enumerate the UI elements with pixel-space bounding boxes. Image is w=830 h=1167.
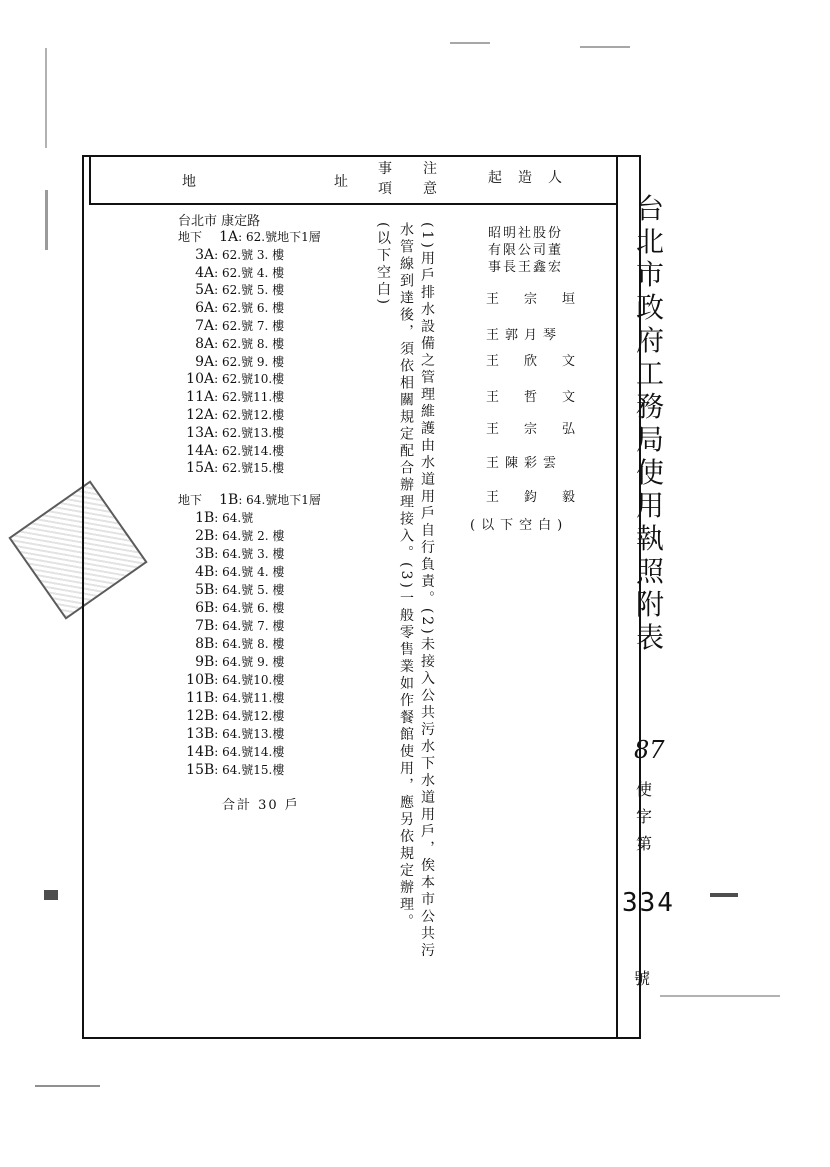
address-floor: 號11.樓 [241, 390, 285, 405]
address-num: 1 [219, 492, 229, 508]
address-floor: 號10.樓 [241, 372, 285, 387]
address-num: 7 [195, 318, 204, 334]
address-no: : 64. [214, 583, 242, 597]
address-no: : 62. [214, 425, 242, 440]
address-num: 10 [186, 672, 204, 688]
address-no: : 62. [214, 336, 242, 351]
address-row [178, 317, 284, 335]
applicant-list [486, 288, 606, 528]
address-letter: B [204, 636, 215, 652]
address-letter: B [204, 654, 215, 670]
address-row [178, 491, 321, 509]
address-letter: B [204, 762, 215, 778]
address-letter: A [204, 246, 215, 263]
address-num: 15 [186, 762, 204, 778]
address-prefix: 地下 [178, 493, 203, 507]
address-no: : 64. [214, 745, 242, 759]
address-no: : 64. [214, 655, 242, 669]
header-address: 地 [182, 174, 197, 190]
title-column-divider [616, 155, 618, 1039]
address-row [178, 335, 284, 353]
address-num: 15 [186, 460, 204, 477]
scan-mark [45, 190, 48, 250]
address-letter: A [204, 371, 215, 388]
address-letter: B [204, 672, 215, 688]
address-no: : 62. [214, 319, 242, 333]
address-letter: B [204, 708, 215, 724]
address-num: 6 [195, 300, 204, 317]
address-floor: 號地下1層 [265, 493, 321, 507]
applicant-person: 王陳彩雲 [486, 456, 563, 471]
address-letter: B [204, 744, 215, 760]
address-no: : 64. [238, 493, 266, 507]
address-num: 8 [195, 636, 204, 652]
address-floor: 號14.樓 [241, 443, 285, 458]
address-row [178, 635, 284, 653]
applicant-company-line3: 事長王鑫宏 [488, 260, 564, 275]
address-no: : 62. [214, 461, 242, 476]
address-street: 台北市 康定路 [178, 214, 261, 229]
address-row [178, 743, 284, 761]
applicant-end: (以下空白) [470, 518, 569, 533]
address-row [178, 388, 284, 406]
address-no: : 62. [214, 408, 242, 422]
address-floor: 號15.樓 [241, 763, 285, 777]
address-no: : 64. [214, 547, 242, 561]
address-num: 11 [186, 389, 204, 406]
address-letter: B [228, 492, 239, 508]
address-num: 3 [195, 246, 204, 263]
address-no: : 64. [214, 673, 242, 687]
address-num: 14 [186, 744, 204, 760]
address-no: : 64. [214, 691, 242, 705]
notes-column-3: (以下空白) [375, 222, 391, 307]
address-letter: A [204, 389, 215, 406]
address-floor: 號 7. 樓 [241, 319, 285, 333]
address-num: 5 [195, 282, 204, 299]
applicant-company-line1: 昭明社股份 [488, 226, 564, 241]
license-number: 334 [622, 888, 675, 918]
address-num: 7 [195, 618, 204, 634]
address-floor: 號10.樓 [241, 673, 285, 687]
address-num: 3 [195, 546, 204, 562]
address-letter: B [204, 726, 215, 742]
address-floor: 號13.樓 [241, 727, 285, 741]
address-letter: B [204, 600, 215, 616]
address-letter: B [204, 690, 215, 706]
address-row [178, 424, 284, 442]
address-letter: B [204, 528, 215, 544]
address-row [178, 370, 284, 388]
address-no: : 64. [214, 709, 242, 723]
address-letter: B [204, 546, 215, 562]
address-floor: 號 4. 樓 [241, 265, 285, 280]
address-row [178, 406, 284, 424]
address-block-a [178, 228, 368, 488]
address-letter: A [204, 424, 215, 441]
notes-column-1: (1)用戶排水設備之管理維護由水道用戶自行負責。(2)未接入公共污水下水道用戶，俟本市公共污 [419, 222, 435, 960]
address-letter: B [204, 510, 215, 526]
address-row [178, 653, 284, 671]
address-no: : 62. [214, 283, 242, 298]
address-row [178, 264, 284, 282]
address-num: 1 [219, 229, 229, 245]
address-floor: 號 9. 樓 [241, 655, 285, 669]
address-row [178, 707, 284, 725]
address-floor: 號 [241, 511, 254, 525]
address-num: 4 [195, 264, 204, 281]
address-floor: 號12.樓 [241, 709, 285, 723]
address-floor: 號 6. 樓 [241, 601, 285, 615]
scan-mark [44, 890, 58, 900]
address-total: 合計 30 戶 [222, 798, 300, 813]
scan-mark [35, 1085, 100, 1087]
address-floor: 號 5. 樓 [241, 283, 285, 298]
address-row [178, 442, 284, 460]
address-row [178, 246, 284, 264]
applicant-person: 王 宗 弘 [486, 422, 582, 437]
address-letter: A [204, 335, 215, 352]
address-num: 9 [195, 654, 204, 670]
address-row [178, 509, 253, 527]
address-floor: 號 7. 樓 [241, 619, 285, 633]
address-floor: 號 9. 樓 [241, 354, 285, 369]
address-row [178, 545, 284, 563]
address-num: 14 [186, 442, 204, 459]
address-floor: 號 5. 樓 [241, 583, 285, 597]
address-no: : 62. [214, 390, 242, 405]
scan-mark [660, 995, 780, 997]
address-no: : 64. [214, 727, 242, 741]
address-floor: 號 4. 樓 [241, 565, 285, 579]
applicant-person: 王 宗 垣 [486, 292, 582, 307]
address-row [178, 725, 284, 743]
address-row [178, 527, 284, 545]
license-year: 87 [634, 736, 665, 764]
address-letter: A [204, 407, 215, 423]
applicant-person: 王郭月琴 [486, 328, 563, 343]
address-floor: 號 3. 樓 [241, 547, 285, 561]
applicant-company-line2: 有限公司董 [488, 243, 564, 258]
address-num: 11 [186, 690, 204, 706]
address-floor: 號15.樓 [241, 461, 285, 476]
address-no: : 62. [214, 265, 242, 280]
address-num: 12 [186, 407, 204, 423]
address-no: : 62. [214, 354, 242, 369]
address-floor: 號12.樓 [241, 408, 285, 422]
address-no: : 64. [214, 637, 242, 651]
scan-mark [450, 42, 490, 44]
address-prefix: 地下 [178, 230, 203, 244]
license-type: 使字第 [636, 780, 653, 853]
address-row [178, 299, 284, 317]
header-applicant: 起 造 人 [488, 170, 563, 186]
address-floor: 號14.樓 [241, 745, 285, 759]
address-no: : 62. [214, 443, 242, 458]
address-letter: A [204, 353, 215, 370]
address-floor: 號11.樓 [241, 691, 285, 705]
header-notes-top: 事 注 [378, 161, 438, 177]
address-letter: A [204, 300, 215, 317]
address-num: 10 [186, 371, 204, 388]
address-no: : 64. [214, 511, 242, 525]
address-num: 13 [186, 726, 204, 742]
address-row [178, 761, 284, 779]
address-num: 1 [195, 510, 204, 526]
address-floor: 號 3. 樓 [241, 247, 285, 262]
address-num: 13 [186, 424, 204, 441]
notes-column-2: 水管線到達後，須依相關規定配合辦理接入。(3)一般零售業如作餐館使用，應另依規定辦理。 [398, 222, 414, 931]
address-row [178, 563, 284, 581]
address-no: : 64. [214, 601, 242, 615]
address-row [178, 228, 321, 246]
applicant-person: 王 欣 文 [486, 354, 582, 369]
header-notes-bottom: 項 意 [378, 181, 438, 197]
address-row [178, 281, 284, 299]
applicant-person: 王 鈞 毅 [486, 490, 582, 505]
address-num: 5 [195, 582, 204, 598]
address-num: 2 [195, 528, 204, 544]
address-row [178, 617, 284, 635]
document-title: 台北市政府工務局使用執照附表 [635, 192, 664, 654]
address-floor: 號 2. 樓 [241, 529, 285, 543]
address-letter: A [204, 282, 215, 299]
address-num: 4 [195, 564, 204, 580]
address-row [178, 599, 284, 617]
address-floor: 號 6. 樓 [241, 301, 285, 316]
address-no: : 64. [214, 619, 242, 633]
header-left-border [89, 155, 91, 205]
address-row [178, 671, 284, 689]
address-no: : 62. [238, 230, 266, 244]
address-letter: B [204, 618, 215, 634]
address-no: : 62. [214, 247, 242, 262]
address-no: : 64. [214, 529, 242, 543]
address-floor: 號 8. 樓 [241, 336, 285, 351]
license-suffix: 號 [634, 969, 651, 988]
address-block-b [178, 491, 368, 781]
address-no: : 64. [214, 763, 242, 777]
address-row [178, 353, 284, 371]
address-letter: B [204, 564, 215, 580]
scan-mark [45, 48, 47, 148]
address-row [178, 459, 284, 477]
address-row [178, 689, 284, 707]
address-num: 12 [186, 708, 204, 724]
address-letter: A [204, 442, 215, 459]
address-num: 8 [195, 335, 204, 352]
address-letter: A [228, 229, 239, 245]
address-no: : 62. [214, 301, 242, 316]
scan-mark [580, 46, 630, 48]
address-no: : 64. [214, 565, 242, 579]
address-row [178, 581, 284, 599]
address-floor: 號地下1層 [265, 230, 321, 244]
address-no: : 62. [214, 372, 242, 387]
applicant-person: 王 哲 文 [486, 390, 582, 405]
header-divider [89, 203, 617, 205]
address-num: 6 [195, 600, 204, 616]
address-floor: 號13.樓 [241, 425, 285, 440]
header-address-end: 址 [334, 174, 349, 190]
scan-mark [710, 893, 738, 897]
address-letter: A [204, 460, 215, 477]
address-num: 9 [195, 353, 204, 370]
address-floor: 號 8. 樓 [241, 637, 285, 651]
address-letter: B [204, 582, 215, 598]
address-letter: A [204, 318, 215, 334]
address-letter: A [204, 264, 215, 281]
